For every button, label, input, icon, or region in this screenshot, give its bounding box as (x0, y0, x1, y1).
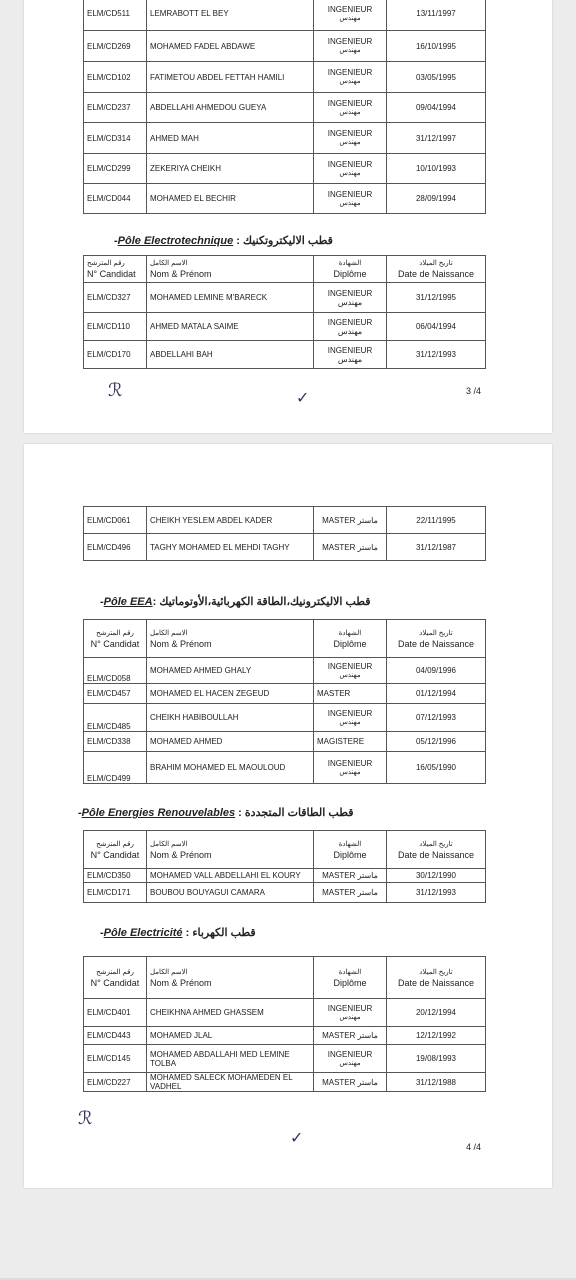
diploma: INGENIEUR مهندس (314, 313, 387, 341)
header-dip-ar: الشهادة (338, 968, 362, 976)
header-id-ar: رقم المترشح (96, 840, 134, 848)
section-title-electricite: -Pôle Electricité : قطب الكهرباء (100, 927, 256, 939)
header-date-ar: تاريخ الميلاد (419, 629, 453, 637)
table-row (84, 883, 486, 903)
header-date-fr: Date de Naissance (397, 977, 475, 988)
section-title-electrotechnique: -Pôle Electrotechnique : قطب الاليكتروتكنيك (114, 235, 333, 247)
diploma (314, 184, 387, 214)
table-row (84, 0, 486, 31)
candidate-name: MOHAMED JLAL (147, 1027, 314, 1045)
header-date-ar: تاريخ الميلاد (419, 840, 453, 848)
candidate-id: ELM/CD338 (84, 732, 147, 752)
signature-initials: ℛ (108, 380, 123, 401)
candidate-name: MOHAMED SALECK MOHAMEDEN EL VADHEL (147, 1073, 314, 1092)
document-page-3 (24, 0, 552, 433)
diploma-fr: INGENIEUR (327, 1049, 373, 1059)
header-diploma (314, 957, 387, 999)
birth-date: 31/12/1987 (387, 534, 486, 561)
table-row (84, 184, 486, 214)
table-row (84, 732, 486, 752)
header-name-ar: الاسم الكامل (150, 629, 188, 637)
candidate-name: BOUBOU BOUYAGUI CAMARA (147, 883, 314, 903)
birth-date: 09/04/1994 (387, 93, 486, 123)
header-candidate-id (84, 256, 147, 283)
candidate-id: ELM/CD237 (84, 93, 147, 123)
birth-date: 16/05/1990 (387, 752, 486, 784)
diploma-fr: INGENIEUR (327, 68, 373, 77)
table-row (84, 31, 486, 62)
candidate-id: ELM/CD269 (84, 31, 147, 62)
header-candidate-id (84, 957, 147, 999)
diploma-fr: INGENIEUR (327, 159, 373, 169)
header-candidate-id (84, 620, 147, 658)
table-row (84, 869, 486, 883)
candidate-name: MOHAMED EL BECHIR (147, 184, 314, 214)
diploma-fr: INGENIEUR (327, 37, 373, 46)
section-title-ar: قطب الطاقات المتجددة (244, 807, 354, 819)
section-title-energies-renouvelables: -Pôle Energies Renouvelables : قطب الطاقات المتجددة (78, 807, 354, 819)
header-id-ar: رقم المترشح (87, 260, 125, 267)
birth-date: 31/12/1993 (387, 341, 486, 369)
table-row (84, 1027, 486, 1045)
candidate-name: MOHAMED LEMINE M'BARECK (147, 283, 314, 313)
candidate-id: ELM/CD511 (84, 0, 147, 31)
candidate-name: MOHAMED AHMED GHALY (147, 658, 314, 684)
candidate-id: ELM/CD485 (84, 704, 147, 732)
diploma (314, 658, 387, 684)
candidate-id: ELM/CD350 (84, 869, 147, 883)
header-date (387, 620, 486, 658)
header-date (387, 256, 486, 283)
diploma-ar: مهندس (339, 1059, 361, 1067)
candidate-name: BRAHIM MOHAMED EL MAOULOUD (147, 752, 314, 784)
header-name-ar: الاسم الكامل (150, 840, 188, 848)
birth-date: 12/12/1992 (387, 1027, 486, 1045)
eea-table (83, 619, 486, 784)
signature-mark: ✓ (296, 390, 310, 407)
candidate-id: ELM/CD058 (84, 658, 147, 684)
header-dip-fr: Diplôme (333, 638, 367, 649)
birth-date: 31/12/1993 (387, 883, 486, 903)
table-row (84, 283, 486, 313)
electrotechnique-table (83, 255, 486, 369)
candidate-name: MOHAMED AHMED (147, 732, 314, 752)
birth-date: 03/05/1995 (387, 62, 486, 93)
section-title-fr: Pôle Electricité (103, 927, 183, 939)
header-date (387, 957, 486, 999)
candidate-id: ELM/CD145 (84, 1045, 147, 1073)
section-title-ar: قطب الاليكتروتكنيك (242, 235, 333, 247)
diploma (314, 0, 387, 31)
header-dip-ar: الشهادة (338, 260, 362, 267)
diploma-fr: INGENIEUR (327, 129, 373, 138)
birth-date: 16/10/1995 (387, 31, 486, 62)
header-diploma (314, 831, 387, 869)
header-dip-fr: Diplôme (333, 849, 367, 860)
candidate-name: AHMED MATALA SAIME (147, 313, 314, 341)
diploma: MAGISTERE (314, 732, 387, 752)
candidate-name: ABDELLAHI AHMEDOU GUEYA (147, 93, 314, 123)
candidate-id: ELM/CD327 (84, 283, 147, 313)
header-name-ar: الاسم الكامل (150, 968, 188, 976)
header-diploma (314, 620, 387, 658)
header-diploma (314, 256, 387, 283)
candidate-name: ABDELLAHI BAH (147, 341, 314, 369)
header-id-fr: N° Candidat (90, 977, 140, 988)
header-dip-ar: الشهادة (338, 840, 362, 848)
candidate-name: MOHAMED EL HACEN ZEGEUD (147, 684, 314, 704)
candidate-id: ELM/CD443 (84, 1027, 147, 1045)
diploma-ar: مهندس (339, 139, 361, 146)
candidate-id: ELM/CD496 (84, 534, 147, 561)
section-title-fr: Pôle EEA (103, 596, 153, 608)
header-name-fr: Nom & Prénom (150, 849, 212, 860)
table-row (84, 1045, 486, 1073)
header-name-fr: Nom & Prénom (150, 269, 212, 279)
signature-initials: ℛ (78, 1108, 93, 1129)
table-row (84, 752, 486, 784)
header-dip-fr: Diplôme (333, 269, 367, 279)
diploma-fr: INGENIEUR (327, 758, 373, 768)
section-title-fr: Pôle Energies Renouvelables (81, 807, 236, 819)
header-name (147, 957, 314, 999)
table-header-row (84, 620, 486, 658)
birth-date: 30/12/1990 (387, 869, 486, 883)
birth-date: 28/09/1994 (387, 184, 486, 214)
diploma-ar: مهندس (339, 1013, 361, 1021)
header-name (147, 256, 314, 283)
table-row (84, 507, 486, 534)
document-page-4 (24, 444, 552, 1188)
candidate-id: ELM/CD061 (84, 507, 147, 534)
birth-date: 07/12/1993 (387, 704, 486, 732)
birth-date: 10/10/1993 (387, 154, 486, 184)
diploma: MASTER ماستر (314, 507, 387, 534)
diploma: MASTER ماستر (314, 534, 387, 561)
table-row (84, 534, 486, 561)
birth-date: 20/12/1994 (387, 999, 486, 1027)
header-date-fr: Date de Naissance (397, 849, 475, 860)
header-id-ar: رقم المترشح (96, 629, 134, 637)
candidate-id: ELM/CD499 (84, 752, 147, 784)
birth-date: 01/12/1994 (387, 684, 486, 704)
candidate-id: ELM/CD102 (84, 62, 147, 93)
diploma (314, 999, 387, 1027)
candidate-id: ELM/CD171 (84, 883, 147, 903)
candidate-name: MOHAMED FADEL ABDAWE (147, 31, 314, 62)
table-row (84, 1073, 486, 1092)
birth-date: 31/12/1988 (387, 1073, 486, 1092)
birth-date: 04/09/1996 (387, 658, 486, 684)
diploma-fr: INGENIEUR (327, 189, 373, 199)
diploma-ar: مهندس (339, 199, 361, 207)
section-title-eea: -Pôle EEA: قطب الاليكترونيك،الطاقة الكهربائية،الأوتوماتيك (100, 596, 371, 608)
birth-date: 13/11/1997 (387, 0, 486, 31)
table-row (84, 154, 486, 184)
candidates-table-continued (83, 0, 486, 214)
diploma: MASTER ماستر (314, 883, 387, 903)
diploma-fr: INGENIEUR (327, 98, 373, 108)
table-header-row (84, 831, 486, 869)
diploma-ar: مهندس (339, 718, 361, 726)
header-name-ar: الاسم الكامل (150, 260, 188, 267)
table-row (84, 62, 486, 93)
header-date-fr: Date de Naissance (397, 269, 475, 279)
candidate-id: ELM/CD314 (84, 123, 147, 154)
birth-date: 31/12/1995 (387, 283, 486, 313)
candidate-name: AHMED MAH (147, 123, 314, 154)
candidate-id: ELM/CD170 (84, 341, 147, 369)
candidate-name: FATIMETOU ABDEL FETTAH HAMILI (147, 62, 314, 93)
diploma: MASTER ماستر (314, 1073, 387, 1092)
header-date-fr: Date de Naissance (397, 638, 475, 649)
candidate-id: ELM/CD299 (84, 154, 147, 184)
birth-date: 05/12/1996 (387, 732, 486, 752)
diploma: MASTER ماستر (314, 869, 387, 883)
table-header-row (84, 957, 486, 999)
page-number: 4 /4 (466, 1142, 482, 1152)
birth-date: 31/12/1997 (387, 123, 486, 154)
header-id-fr: N° Candidat (90, 849, 140, 860)
candidate-id: ELM/CD227 (84, 1073, 147, 1092)
energies-renouvelables-table (83, 830, 486, 903)
header-date (387, 831, 486, 869)
diploma-fr: INGENIEUR (327, 661, 373, 671)
candidate-id: ELM/CD110 (84, 313, 147, 341)
signature-mark: ✓ (290, 1130, 304, 1147)
table-row (84, 704, 486, 732)
birth-date: 22/11/1995 (387, 507, 486, 534)
diploma (314, 62, 387, 93)
header-id-fr: N° Candidat (87, 269, 136, 279)
candidate-name: LEMRABOTT EL BEY (147, 0, 314, 31)
diploma-ar: مهندس (339, 14, 361, 22)
diploma: MASTER (314, 684, 387, 704)
table-row (84, 658, 486, 684)
table-row (84, 999, 486, 1027)
header-name-fr: Nom & Prénom (150, 977, 212, 988)
table-header-row (84, 256, 486, 283)
diploma-fr: INGENIEUR (327, 4, 373, 14)
header-id-fr: N° Candidat (90, 638, 140, 649)
diploma-ar: مهندس (339, 169, 361, 177)
diploma-ar: مهندس (339, 768, 361, 776)
diploma-ar: مهندس (339, 47, 361, 54)
header-date-ar: تاريخ الميلاد (419, 260, 453, 267)
table-row (84, 123, 486, 154)
header-dip-ar: الشهادة (338, 629, 362, 637)
table-row (84, 684, 486, 704)
header-dip-fr: Diplôme (333, 977, 367, 988)
candidate-name: CHEIKH YESLEM ABDEL KADER (147, 507, 314, 534)
section-title-fr: Pôle Electrotechnique (117, 235, 234, 247)
page-number: 3 /4 (466, 386, 482, 396)
electricite-table (83, 956, 486, 1092)
candidate-name: MOHAMED ABDALLAHI MED LEMINE TOLBA (147, 1045, 314, 1073)
candidate-name: CHEIKH HABIBOULLAH (147, 704, 314, 732)
birth-date: 06/04/1994 (387, 313, 486, 341)
candidate-name: MOHAMED VALL ABDELLAHI EL KOURY (147, 869, 314, 883)
header-date-ar: تاريخ الميلاد (419, 968, 453, 976)
diploma-ar: مهندس (339, 671, 361, 679)
birth-date: 19/08/1993 (387, 1045, 486, 1073)
diploma (314, 752, 387, 784)
table-row (84, 93, 486, 123)
table-row (84, 341, 486, 369)
table-row (84, 313, 486, 341)
section-title-ar: قطب الكهرباء (192, 927, 256, 939)
candidate-name: TAGHY MOHAMED EL MEHDI TAGHY (147, 534, 314, 561)
diploma-fr: INGENIEUR (327, 708, 373, 718)
header-name-fr: Nom & Prénom (150, 638, 212, 649)
section-title-ar: قطب الاليكترونيك،الطاقة الكهربائية،الأوتوماتيك (159, 596, 371, 608)
candidate-id: ELM/CD457 (84, 684, 147, 704)
header-name (147, 620, 314, 658)
diploma (314, 123, 387, 154)
candidate-name: CHEIKHNA AHMED GHASSEM (147, 999, 314, 1027)
header-id-ar: رقم المترشح (96, 968, 134, 976)
candidates-table-continued (83, 506, 486, 561)
header-name (147, 831, 314, 869)
diploma (314, 93, 387, 123)
candidate-name: ZEKERIYA CHEIKH (147, 154, 314, 184)
diploma (314, 704, 387, 732)
diploma: MASTER ماستر (314, 1027, 387, 1045)
diploma (314, 31, 387, 62)
diploma (314, 1045, 387, 1073)
diploma-ar: مهندس (339, 108, 361, 116)
diploma-fr: INGENIEUR (327, 1003, 373, 1013)
header-candidate-id (84, 831, 147, 869)
candidate-id: ELM/CD044 (84, 184, 147, 214)
candidate-id: ELM/CD401 (84, 999, 147, 1027)
diploma: INGENIEUR مهندس (314, 283, 387, 313)
diploma: INGENIEUR مهندس (314, 341, 387, 369)
diploma-ar: مهندس (339, 78, 361, 85)
diploma (314, 154, 387, 184)
